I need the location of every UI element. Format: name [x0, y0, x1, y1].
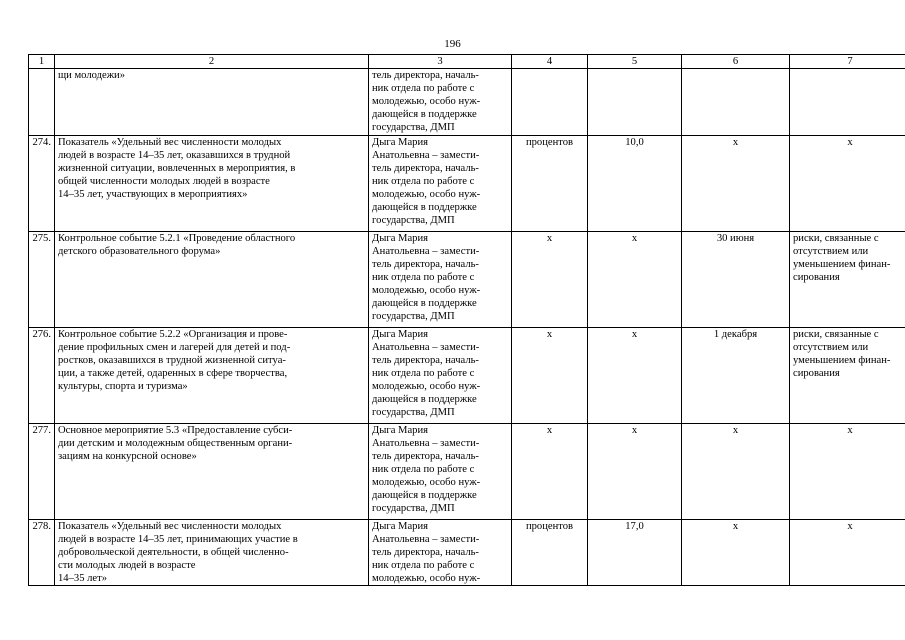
unit: процентов: [512, 136, 588, 232]
responsible-person: Дыга Мария Анатольевна – замести- тель директора, началь- ник отдела по работе с молодежью, особо нуж- дающейся в поддержке государства, ДМП: [369, 424, 512, 520]
row-number: 278.: [29, 520, 55, 586]
row-number: 275.: [29, 232, 55, 328]
risks: х: [790, 136, 905, 232]
column-number-row: [29, 55, 905, 69]
deadline: [682, 69, 790, 136]
responsible-person: Дыга Мария Анатольевна – замести- тель директора, началь- ник отдела по работе с молодежью, особо нуж- дающейся в поддержке государства, ДМП: [369, 232, 512, 328]
column-header: 1: [29, 55, 55, 69]
value: 17,0: [588, 520, 682, 586]
item-name: Основное мероприятие 5.3 «Предоставление субси- дии детским и молодежным общественным органи- зациям на конкурсной основе»: [55, 424, 369, 520]
responsible-person: Дыга Мария Анатольевна – замести- тель директора, началь- ник отдела по работе с молодежью, особо нуж- дающейся в поддержке государства, ДМП: [369, 136, 512, 232]
deadline: 30 июня: [682, 232, 790, 328]
responsible-person: Дыга Мария Анатольевна – замести- тель директора, началь- ник отдела по работе с молодежью, особо нуж-: [369, 520, 512, 586]
row-number: 276.: [29, 328, 55, 424]
unit: х: [512, 232, 588, 328]
value: 10,0: [588, 136, 682, 232]
column-header: 3: [369, 55, 512, 69]
item-name: Контрольное событие 5.2.2 «Организация и прове- дение профильных смен и лагерей для детей и под- ростков, оказавшихся в трудной жизненной ситуа- ции, а также детей, одаренных в сфере творчества, культуры, спорта и туризма»: [55, 328, 369, 424]
deadline: х: [682, 520, 790, 586]
table-row: [29, 520, 905, 586]
risks: риски, связанные с отсутствием или уменьшением финан- сирования: [790, 328, 905, 424]
risks: риски, связанные с отсутствием или уменьшением финан- сирования: [790, 232, 905, 328]
item-name: щи молодежи»: [55, 69, 369, 136]
deadline: х: [682, 424, 790, 520]
item-name: Показатель «Удельный вес численности молодых людей в возрасте 14–35 лет, оказавшихся в трудной жизненной ситуации, вовлеченных в мероприятия, в общей численности молодых людей в возрасте 14–35 лет, участвующих в мероприятиях»: [55, 136, 369, 232]
unit: х: [512, 424, 588, 520]
deadline: 1 декабря: [682, 328, 790, 424]
risks: х: [790, 520, 905, 586]
item-name: Показатель «Удельный вес численности молодых людей в возрасте 14–35 лет, принимающих участие в добровольческой деятельности, в общей численно- сти молодых людей в возрасте 14–35 лет»: [55, 520, 369, 586]
row-number: [29, 69, 55, 136]
unit: [512, 69, 588, 136]
page-number: 196: [444, 38, 461, 50]
value: [588, 69, 682, 136]
table-row: [29, 328, 905, 424]
column-header: 2: [55, 55, 369, 69]
responsible-person: Дыга Мария Анатольевна – замести- тель директора, началь- ник отдела по работе с молодежью, особо нуж- дающейся в поддержке государства, ДМП: [369, 328, 512, 424]
program-plan-table: [28, 54, 905, 586]
value: х: [588, 424, 682, 520]
item-name: Контрольное событие 5.2.1 «Проведение областного детского образовательного форума»: [55, 232, 369, 328]
table-row: [29, 69, 905, 136]
row-number: 277.: [29, 424, 55, 520]
column-header: 7: [790, 55, 905, 69]
value: х: [588, 328, 682, 424]
table-row: [29, 424, 905, 520]
deadline: х: [682, 136, 790, 232]
column-header: 5: [588, 55, 682, 69]
column-header: 6: [682, 55, 790, 69]
unit: процентов: [512, 520, 588, 586]
risks: х: [790, 424, 905, 520]
row-number: 274.: [29, 136, 55, 232]
risks: [790, 69, 905, 136]
table-row: [29, 232, 905, 328]
responsible-person: тель директора, началь- ник отдела по работе с молодежью, особо нуж- дающейся в поддержке государства, ДМП: [369, 69, 512, 136]
column-header: 4: [512, 55, 588, 69]
table-row: [29, 136, 905, 232]
value: х: [588, 232, 682, 328]
unit: х: [512, 328, 588, 424]
